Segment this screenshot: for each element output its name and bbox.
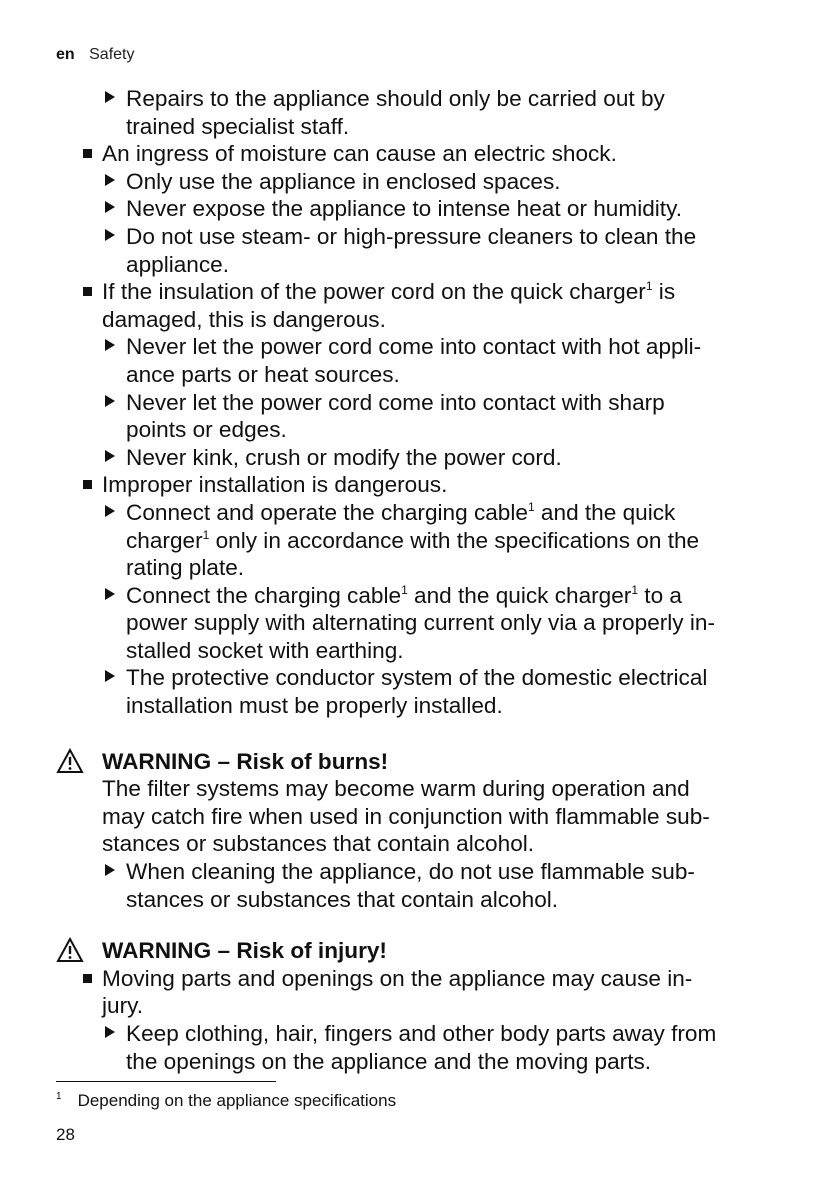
square-bullet-icon — [83, 480, 92, 489]
instruction-line: Do not use steam- or high-pressure cleaners to clean the — [56, 223, 796, 251]
instruction-line: Keep clothing, hair, fingers and other body parts away from — [56, 1020, 796, 1048]
instruction-line: Repairs to the appliance should only be carried out by — [56, 85, 796, 113]
warning-heading-burns: WARNING – Risk of burns! — [56, 748, 796, 776]
warning-text: The filter systems may become warm during operation and — [102, 776, 690, 802]
warning-text: stances or substances that contain alcohol. — [102, 831, 535, 857]
section-title: Safety — [89, 46, 135, 63]
hazard-line: jury. — [102, 993, 144, 1019]
footnote-ref: 1 — [631, 582, 639, 597]
instruction-line: Never expose the appliance to intense heat or humidity. — [56, 195, 796, 223]
instruction-line: Connect the charging cable$^1$ and the quick charger$^1$ to a — [56, 582, 796, 610]
arrow-icon — [105, 201, 115, 213]
instruction-line: installation must be properly installed. — [126, 693, 503, 719]
instruction-line: stances or substances that contain alcohol. — [126, 886, 559, 912]
footnote-ref: 1 — [527, 499, 535, 514]
safety-content — [56, 85, 796, 1075]
instruction-line: Never let the power cord come into contact with sharp — [56, 389, 796, 417]
warning-triangle-icon — [56, 748, 84, 774]
arrow-icon — [105, 670, 115, 682]
hazard-line: damaged, this is dangerous. — [102, 306, 386, 332]
hazard-line: If the insulation of the power cord on the quick charger$^1$ is — [56, 278, 796, 306]
warning-triangle-icon — [56, 937, 84, 963]
instruction-line: trained specialist staff. — [126, 113, 350, 139]
arrow-icon — [105, 505, 115, 517]
instruction-line: When cleaning the appliance, do not use flammable sub- — [56, 858, 796, 886]
arrow-icon — [105, 450, 115, 462]
square-bullet-icon — [83, 287, 92, 296]
instruction-line: ance parts or heat sources. — [126, 361, 400, 387]
square-bullet-icon — [83, 974, 92, 983]
arrow-icon — [105, 339, 115, 351]
page-header — [56, 46, 134, 64]
instruction-line: power supply with alternating current only via a properly in- — [126, 610, 715, 636]
arrow-icon — [105, 91, 115, 103]
instruction-line: appliance. — [126, 251, 230, 277]
instruction-line: stalled socket with earthing. — [126, 637, 404, 663]
hazard-line: Moving parts and openings on the appliance may cause in- — [56, 965, 796, 993]
instruction-line: Only use the appliance in enclosed spaces. — [56, 168, 796, 196]
instruction-line: The protective conductor system of the domestic electrical — [56, 664, 796, 692]
arrow-icon — [105, 1026, 115, 1038]
warning-heading-injury: WARNING – Risk of injury! — [56, 937, 796, 965]
arrow-icon — [105, 395, 115, 407]
arrow-icon — [105, 588, 115, 600]
arrow-icon — [105, 229, 115, 241]
instruction-line: Never kink, crush or modify the power cord. — [56, 444, 796, 472]
instruction-line: the openings on the appliance and the moving parts. — [126, 1048, 652, 1074]
warning-text: may catch fire when used in conjunction with flammable sub- — [102, 803, 710, 829]
square-bullet-icon — [83, 149, 92, 158]
hazard-line: Improper installation is dangerous. — [56, 471, 796, 499]
footnote-ref: 1 — [202, 527, 210, 542]
footnote-text: Depending on the appliance specifications — [77, 1091, 397, 1110]
instruction-line: Never let the power cord come into contact with hot appli- — [56, 333, 796, 361]
footnote-divider — [56, 1081, 276, 1082]
language-code: en — [56, 46, 75, 63]
instruction-line: Connect and operate the charging cable$^1$ and the quick — [56, 499, 796, 527]
footnote-ref: 1 — [645, 279, 653, 294]
arrow-icon — [105, 864, 115, 876]
page-number: 28 — [56, 1125, 75, 1144]
instruction-line: rating plate. — [126, 555, 245, 581]
footnote-mark: 1 — [56, 1091, 62, 1102]
arrow-icon — [105, 174, 115, 186]
instruction-line: charger$^1$ only in accordance with the specifications on the — [126, 527, 700, 553]
hazard-line: An ingress of moisture can cause an electric shock. — [56, 140, 796, 168]
footnote — [56, 1091, 396, 1111]
instruction-line: points or edges. — [126, 417, 287, 443]
footnote-ref: 1 — [401, 582, 408, 597]
